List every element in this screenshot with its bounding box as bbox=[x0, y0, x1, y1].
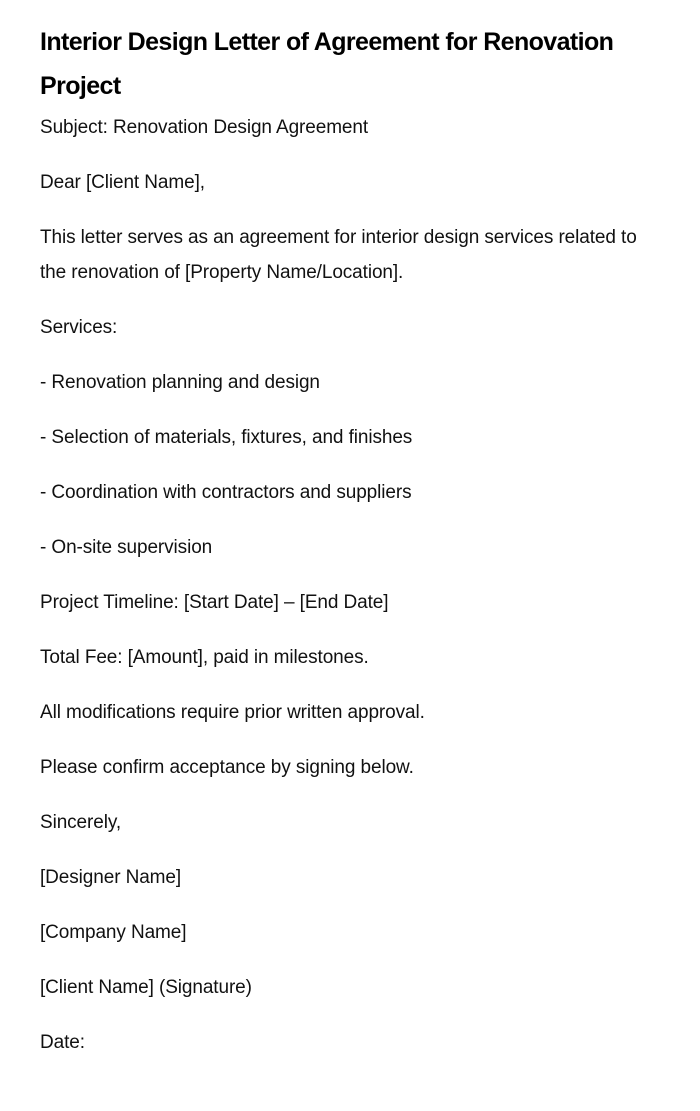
service-item: - On-site supervision bbox=[40, 537, 213, 558]
salutation: Dear [Client Name], bbox=[40, 172, 205, 193]
intro-paragraph: This letter serves as an agreement for interior design services related to the renovation of [Property Name/Location]. bbox=[40, 227, 637, 283]
service-item: - Selection of materials, fixtures, and finishes bbox=[40, 427, 413, 448]
client-signature: [Client Name] (Signature) bbox=[40, 977, 252, 998]
service-item: - Renovation planning and design bbox=[40, 372, 320, 393]
document-title: Interior Design Letter of Agreement for Renovation Project bbox=[40, 28, 614, 100]
confirmation-request: Please confirm acceptance by signing below. bbox=[40, 757, 414, 778]
service-item: - Coordination with contractors and suppliers bbox=[40, 482, 412, 503]
closing: Sincerely, bbox=[40, 812, 122, 833]
subject-line: Subject: Renovation Design Agreement bbox=[40, 117, 369, 138]
company-name: [Company Name] bbox=[40, 922, 187, 943]
total-fee: Total Fee: [Amount], paid in milestones. bbox=[40, 647, 369, 668]
modifications-clause: All modifications require prior written approval. bbox=[40, 702, 425, 723]
designer-name: [Designer Name] bbox=[40, 867, 182, 888]
services-heading: Services: bbox=[40, 317, 118, 338]
date-line: Date: bbox=[40, 1032, 85, 1053]
project-timeline: Project Timeline: [Start Date] – [End Date] bbox=[40, 592, 389, 613]
